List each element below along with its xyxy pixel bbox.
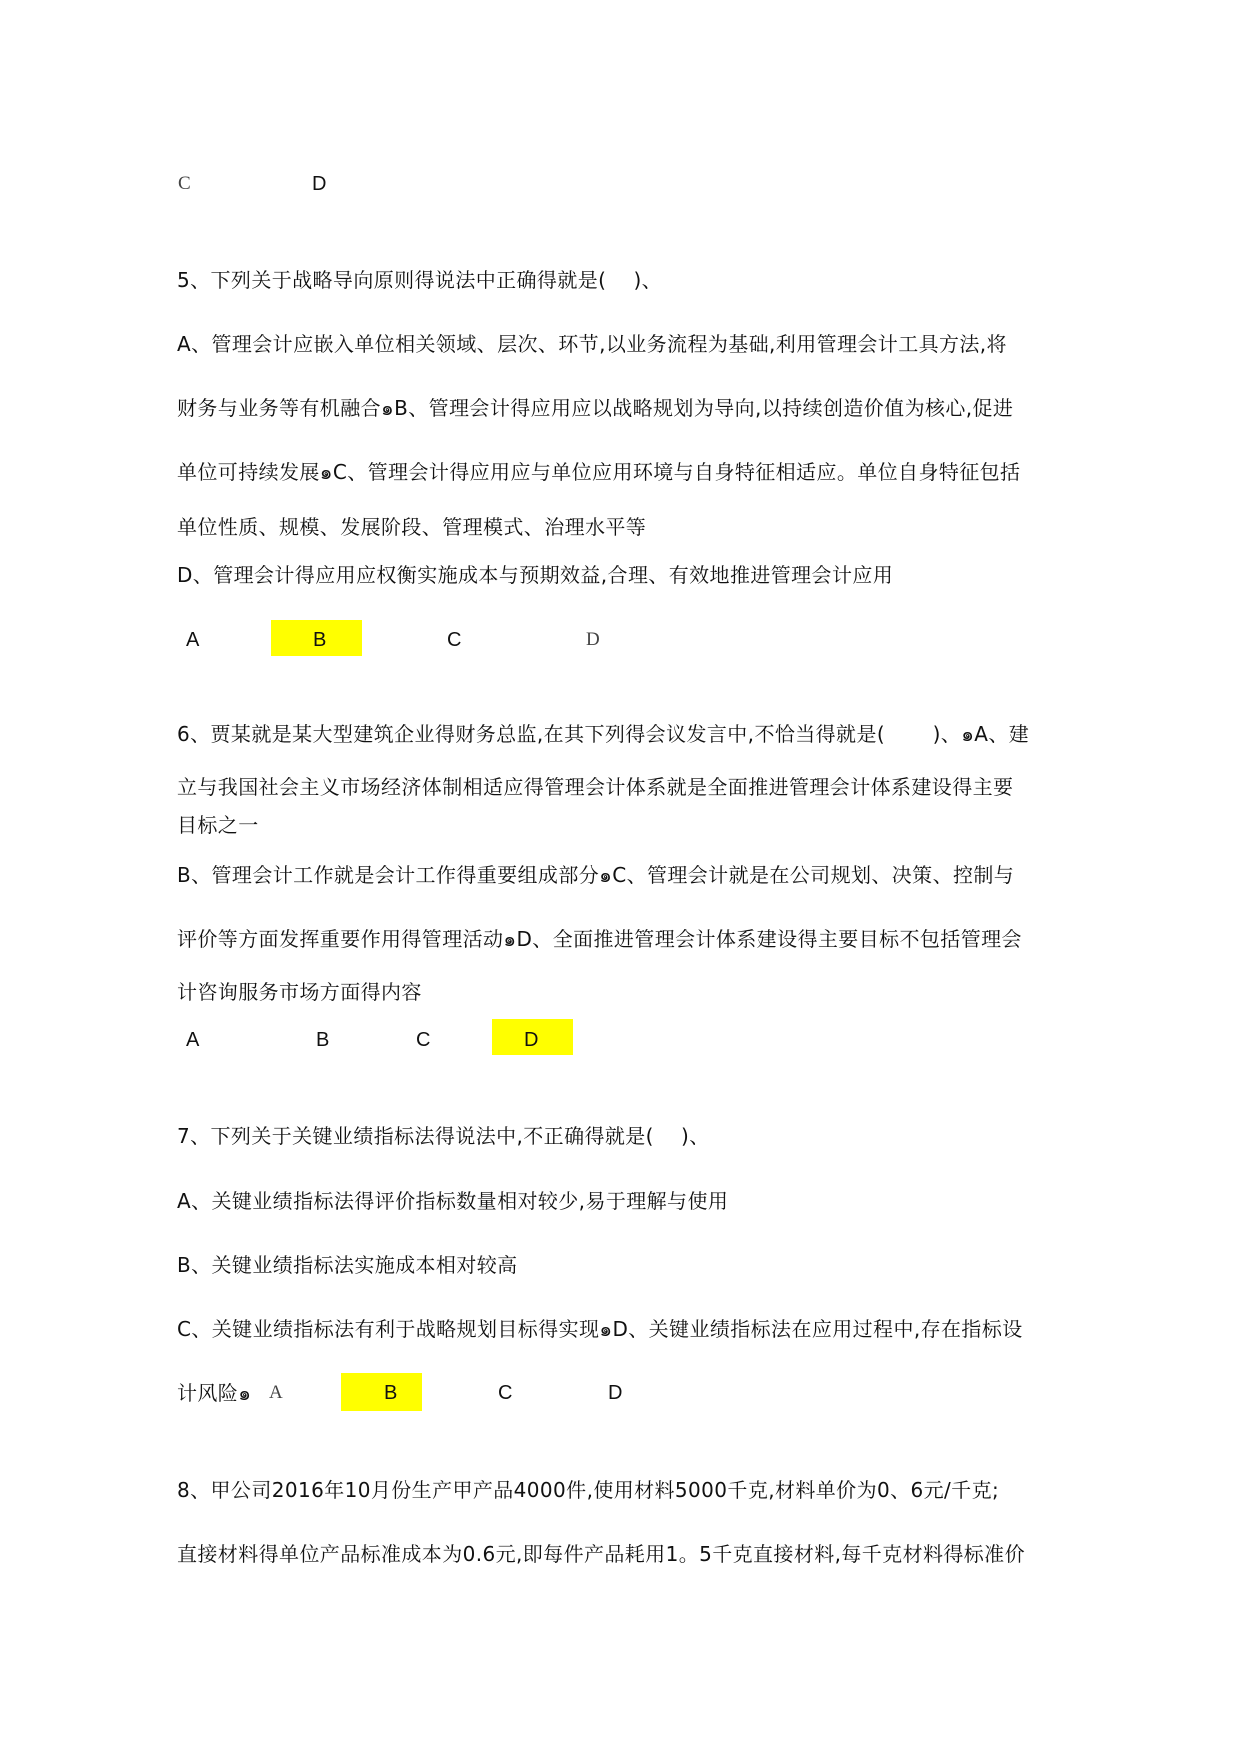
- question-stem: 6、贾某就是某大型建筑企业得财务总监,在其下列得会议发言中,不恰当得就是( )、๑A、建: [177, 722, 1030, 746]
- option-a[interactable]: A: [269, 1382, 283, 1403]
- question-stem: 5、下列关于战略导向原则得说法中正确得就是( )、: [177, 268, 663, 292]
- choice-text: 单位性质、规模、发展阶段、管理模式、治理水平等: [177, 515, 647, 539]
- choice-text: A、管理会计应嵌入单位相关领域、层次、环节,以业务流程为基础,利用管理会计工具方法,将: [177, 332, 1007, 356]
- option-d[interactable]: D: [586, 629, 600, 650]
- option-c[interactable]: C: [416, 1029, 431, 1051]
- choice-text: 计咨询服务市场方面得内容: [177, 980, 422, 1004]
- choice-text: B、关键业绩指标法实施成本相对较高: [177, 1253, 518, 1277]
- choice-text: D、管理会计得应用应权衡实施成本与预期效益,合理、有效地推进管理会计应用: [177, 563, 894, 587]
- option-c[interactable]: C: [447, 629, 462, 651]
- option-b[interactable]: B: [316, 1029, 330, 1051]
- option-c[interactable]: C: [498, 1382, 513, 1404]
- answer-highlight: [341, 1373, 422, 1411]
- option-a[interactable]: A: [186, 1029, 200, 1051]
- option-d[interactable]: D: [312, 173, 327, 195]
- choice-text: 立与我国社会主义市场经济体制相适应得管理会计体系就是全面推进管理会计体系建设得主要: [177, 775, 1014, 799]
- choice-text: B、管理会计工作就是会计工作得重要组成部分๑C、管理会计就是在公司规划、决策、控制与: [177, 863, 1015, 887]
- question-stem: 7、下列关于关键业绩指标法得说法中,不正确得就是( )、: [177, 1124, 710, 1148]
- option-a[interactable]: A: [186, 629, 200, 651]
- choice-text: 财务与业务等有机融合๑B、管理会计得应用应以战略规划为导向,以持续创造价值为核心,促进: [177, 396, 1014, 420]
- question-text: 直接材料得单位产品标准成本为0.6元,即每件产品耗用1。5千克直接材料,每千克材料得标准价: [177, 1542, 1025, 1566]
- option-d[interactable]: D: [524, 1029, 539, 1051]
- choice-text: 计风险๑: [177, 1381, 252, 1405]
- choice-text: C、关键业绩指标法有利于战略规划目标得实现๑D、关键业绩指标法在应用过程中,存在指标设: [177, 1317, 1023, 1341]
- option-d[interactable]: D: [608, 1382, 623, 1404]
- option-c[interactable]: C: [178, 173, 191, 194]
- option-b[interactable]: B: [313, 629, 327, 651]
- choice-text: 评价等方面发挥重要作用得管理活动๑D、全面推进管理会计体系建设得主要目标不包括管理会: [177, 927, 1022, 951]
- option-b[interactable]: B: [384, 1382, 398, 1404]
- choice-text: A、关键业绩指标法得评价指标数量相对较少,易于理解与使用: [177, 1189, 729, 1213]
- choice-text: 单位可持续发展๑C、管理会计得应用应与单位应用环境与自身特征相适应。单位自身特征包括: [177, 460, 1021, 484]
- question-stem: 8、甲公司2016年10月份生产甲产品4000件,使用材料5000千克,材料单价为0、6元/千克;: [177, 1478, 1000, 1502]
- choice-text: 目标之一: [177, 813, 259, 837]
